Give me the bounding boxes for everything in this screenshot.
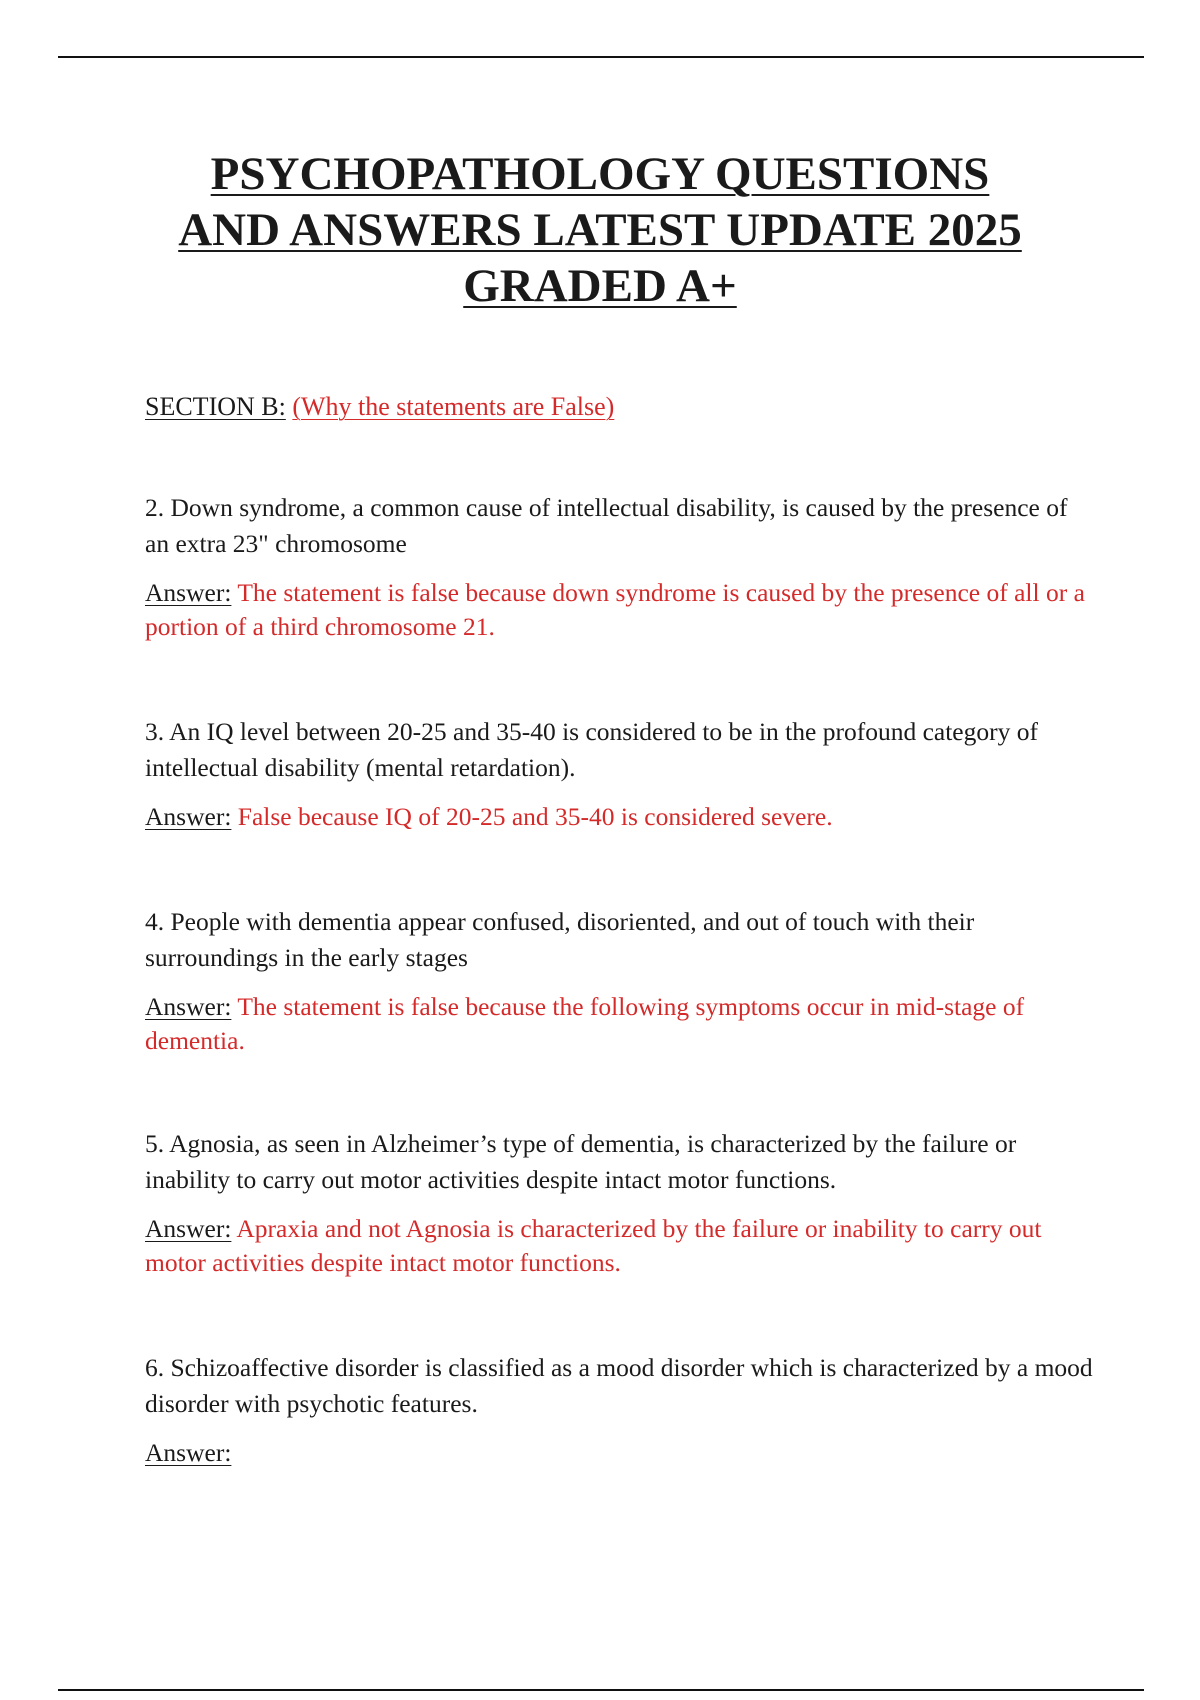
answer-text: The statement is false because the following symptoms occur in mid-stage of dementia.	[145, 992, 1025, 1055]
answer-row	[145, 1212, 1095, 1280]
answer-text: False because IQ of 20-25 and 35-40 is considered severe.	[237, 802, 833, 831]
answer-label: Answer:	[145, 1438, 232, 1467]
answer-row	[145, 990, 1095, 1058]
title-line-1: PSYCHOPATHOLOGY QUESTIONS	[210, 148, 990, 200]
question-text: 5. Agnosia, as seen in Alzheimer’s type of dementia, is characterized by the failure or inability to carry out motor activities despite intact motor functions.	[145, 1129, 1017, 1194]
answer-row	[145, 576, 1095, 644]
document-title	[100, 146, 1100, 314]
answer-text: The statement is false because down syndrome is caused by the presence of all or a portion of a third chromosome 21.	[145, 578, 1085, 641]
section-note: (Why the statements are False)	[292, 392, 615, 421]
title-line-3: GRADED A+	[463, 260, 737, 312]
question-block	[145, 714, 1095, 834]
footer-rule	[58, 1689, 1144, 1691]
section-label: SECTION B:	[145, 392, 286, 421]
section-heading	[145, 390, 614, 424]
question-text: 6. Schizoaffective disorder is classified as a mood disorder which is characterized by a mood disorder with psychotic features.	[145, 1353, 1093, 1418]
question-block	[145, 490, 1095, 644]
question-text: 2. Down syndrome, a common cause of intellectual disability, is caused by the presence of an extra 23" chromosome	[145, 493, 1068, 558]
question-block	[145, 1350, 1095, 1470]
answer-row	[145, 1436, 1095, 1470]
header-rule	[58, 56, 1144, 58]
answer-text: Apraxia and not Agnosia is characterized by the failure or inability to carry out motor activities despite intact motor functions.	[145, 1214, 1042, 1277]
question-block	[145, 904, 1095, 1058]
question-text: 4. People with dementia appear confused, disoriented, and out of touch with their surroundings in the early stages	[145, 907, 975, 972]
title-line-2: AND ANSWERS LATEST UPDATE 2025	[178, 204, 1022, 256]
answer-label: Answer:	[145, 802, 232, 831]
answer-row	[145, 800, 1095, 834]
question-block	[145, 1126, 1095, 1280]
answer-label: Answer:	[145, 578, 232, 607]
answer-label: Answer:	[145, 992, 232, 1021]
question-text: 3. An IQ level between 20-25 and 35-40 is considered to be in the profound category of intellectual disability (mental retardation).	[145, 717, 1038, 782]
answer-label: Answer:	[145, 1214, 232, 1243]
